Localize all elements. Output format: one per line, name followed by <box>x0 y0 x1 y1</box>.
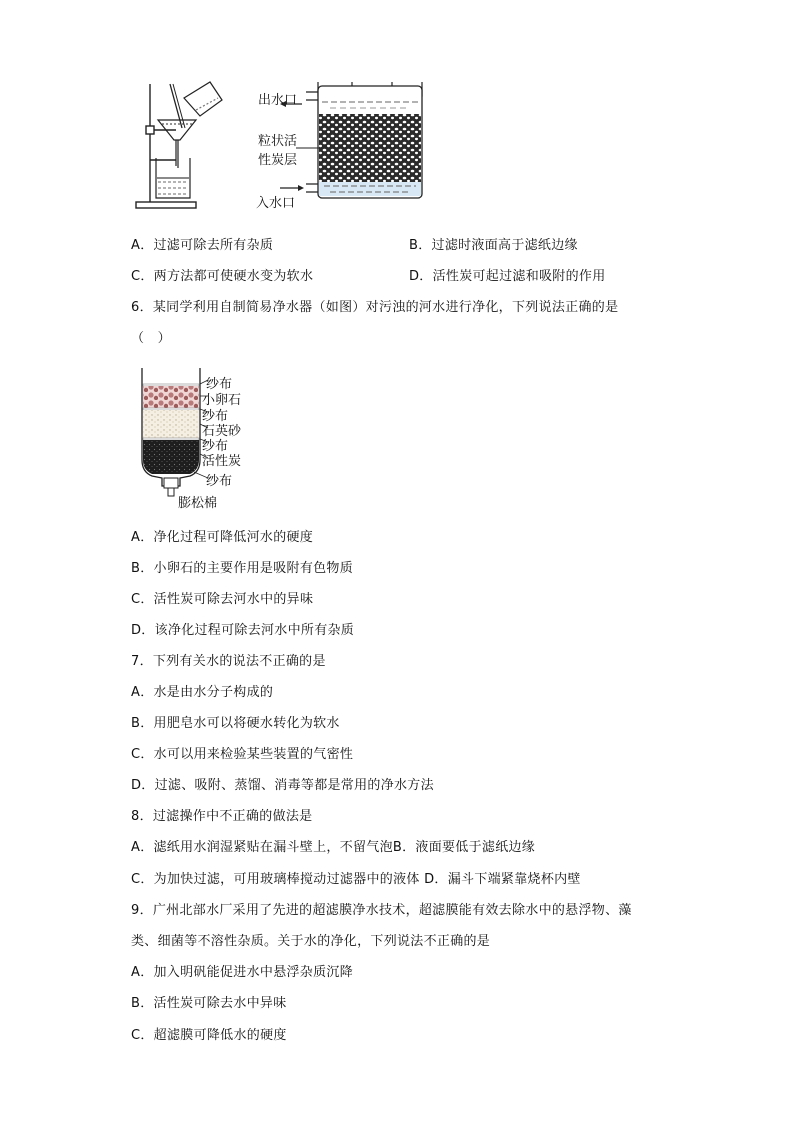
label-activated-carbon: 活性炭 <box>202 454 242 469</box>
q9-option-a: A．加入明矾能促进水中悬浮杂质沉降 <box>131 965 353 980</box>
label-gauze-2: 纱布 <box>202 409 229 424</box>
q7-option-b: B．用肥皂水可以将硬水转化为软水 <box>131 716 340 731</box>
carbon-purifier <box>306 82 422 198</box>
inlet-label: 入水口 <box>256 196 296 211</box>
q5-option-c: C．两方法都可使硬水变为软水 <box>131 269 314 284</box>
glass-rod <box>170 84 182 128</box>
q7-stem: 7．下列有关水的说法不正确的是 <box>131 654 326 669</box>
q9-option-b: B．活性炭可除去水中异味 <box>131 996 287 1011</box>
q6-stem: 6．某同学利用自制简易净水器（如图）对污浊的河水进行净化，下列说法正确的是 <box>131 300 619 315</box>
label-gauze-4: 纱布 <box>206 474 233 489</box>
carbon-layer-label-line1: 粒状活 <box>258 134 298 149</box>
q9-option-c: C．超滤膜可降低水的硬度 <box>131 1028 287 1043</box>
q5-option-a: A．过滤可除去所有杂质 <box>131 238 274 253</box>
inlet-arrow-icon <box>280 185 304 191</box>
label-gauze-3: 纱布 <box>202 439 229 454</box>
q8-options-line1: A．滤纸用水润湿紧贴在漏斗壁上，不留气泡B．液面要低于滤纸边缘 <box>131 840 536 855</box>
label-cotton: 膨松棉 <box>178 496 218 511</box>
q7-option-d: D．过滤、吸附、蒸馏、消毒等都是常用的净水方法 <box>131 778 434 793</box>
q6-option-d: D．该净化过程可除去河水中所有杂质 <box>131 623 355 638</box>
pouring-beaker <box>184 82 222 116</box>
q6-option-b: B．小卵石的主要作用是吸附有色物质 <box>131 561 354 576</box>
q6-option-a: A．净化过程可降低河水的硬度 <box>131 530 314 545</box>
simple-purifier-figure <box>138 368 208 502</box>
q9-stem-line2: 类、细菌等不溶性杂质。关于水的净化，下列说法不正确的是 <box>131 934 491 949</box>
outlet-label: 出水口 <box>258 93 298 108</box>
q6-option-c: C．活性炭可除去河水中的异味 <box>131 592 314 607</box>
label-quartz-sand: 石英砂 <box>202 424 242 439</box>
q6-answer-bracket: （ ） <box>131 331 171 346</box>
label-pebbles: 小卵石 <box>202 393 242 408</box>
q7-option-c: C．水可以用来检验某些装置的气密性 <box>131 747 354 762</box>
q8-stem: 8．过滤操作中不正确的做法是 <box>131 809 313 824</box>
q9-stem-line1: 9．广州北部水厂采用了先进的超滤膜净水技术，超滤膜能有效去除水中的悬浮物、藻 <box>131 903 632 918</box>
q8-options-line2: C．为加快过滤，可用玻璃棒搅动过滤器中的液体 D．漏斗下端紧靠烧杯内壁 <box>131 872 581 887</box>
label-gauze-1: 纱布 <box>206 377 233 392</box>
iron-stand <box>136 84 196 208</box>
carbon-layer-label-line2: 性炭层 <box>258 153 298 168</box>
q7-option-a: A．水是由水分子构成的 <box>131 685 274 700</box>
beaker <box>156 158 190 198</box>
q5-option-b: B．过滤时液面高于滤纸边缘 <box>409 238 578 253</box>
q5-option-d: D．活性炭可起过滤和吸附的作用 <box>409 269 606 284</box>
